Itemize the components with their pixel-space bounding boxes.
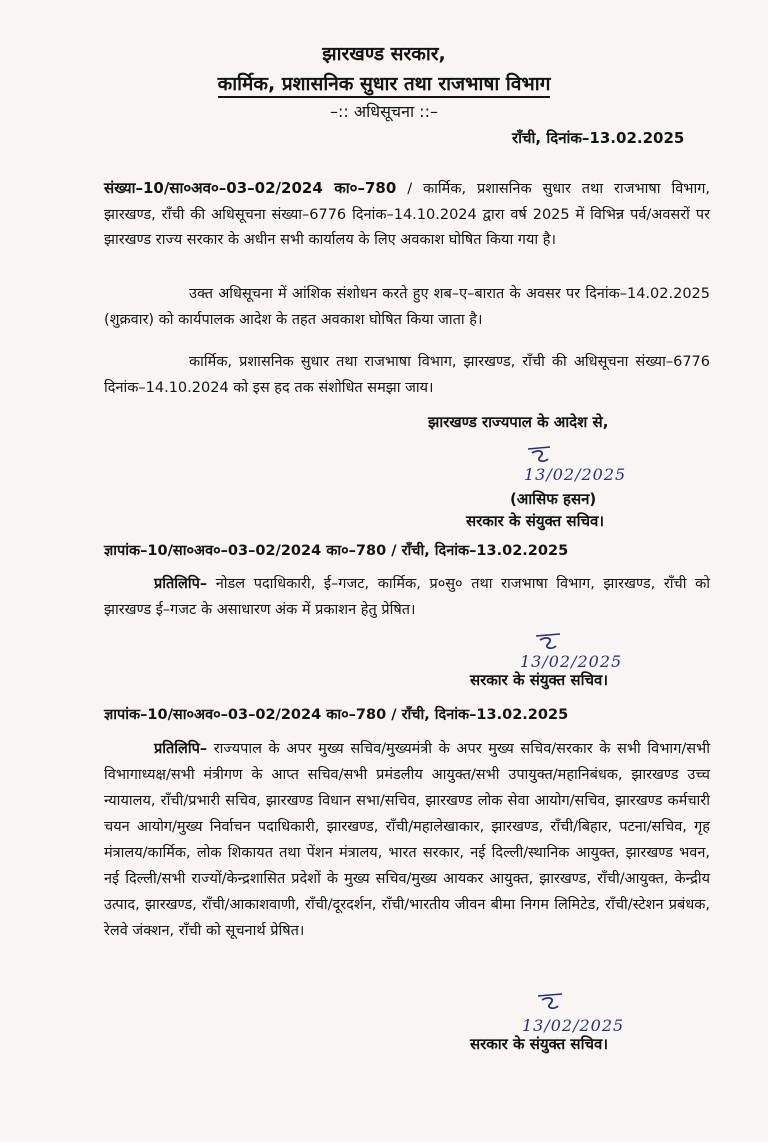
memo-reference-1: ज्ञापांक–10/सा०अव०–03–02/2024 का०–780 / राँची, दिनांक–13.02.2025 — [104, 543, 569, 559]
signatory-designation-1: सरकार के संयुक्त सचिव। — [466, 512, 605, 530]
copy-text-2: राज्यपाल के अपर मुख्य सचिव/मुख्यमंत्री के अपर मुख्य सचिव/सरकार के सभी विभाग/सभी विभागाध्यक्ष/सभी मंत्रीगण के आप्त सचिव/सभी प्रमंडलीय आयुक्त/सभी उपायुक्त/महानिबंधक, झारखण्ड उच्च न्यायालय, राँची/प्रभारी सचिव, झारखण्ड विधान सभा/सचिव, झारखण्ड लोक सेवा आयोग/सचिव, झारखण्ड कर्मचारी चयन आयोग/मुख्य निर्वाचन पदाधिकारी, झारखण्ड, राँची/महालेखाकार, झारखण्ड, राँची/बिहार, पटना/सचिव, गृह मंत्रालय/कार्मिक, लोक शिकायत तथा पेंशन मंत्रालय, भारत सरकार, नई दिल्ली/स्थानिक आयुक्त, झारखण्ड भवन, नई दिल्ली/सभी राज्यों/केन्द्रशासित प्रदेशों के मुख्य सचिव/मुख्य आयकर आयुक्त, झारखण्ड, राँची/आयुक्त, केन्द्रीय उत्पाद, झारखण्ड, राँची/आकाशवाणी, राँची/दूरदर्शन, राँची/भारतीय जीवन बीमा निगम लिमिटेड, राँची/स्टेशन प्रबंधक, रेलवे जंक्शन, राँची को सूचनार्थ प्रेषित। — [104, 741, 710, 939]
copy-to-1 — [104, 572, 710, 623]
copy-text-1: नोडल पदाधिकारी, ई–गजट, कार्मिक, प्र०सु० तथा राजभाषा विभाग, झारखण्ड, राँची को झारखण्ड ई–गजट के असाधारण अंक में प्रकाशन हेतु प्रेषित। — [104, 576, 710, 618]
paragraph-1-text: / कार्मिक, प्रशासनिक सुधार तथा राजभाषा विभाग, झारखण्ड, राँची की अधिसूचना संख्या–6776 दिनांक–14.10.2024 द्वारा वर्ष 2025 में विभिन्न पर्व/अवसरों पर झारखण्ड राज्य सरकार के अधीन सभी कार्यालय के लिए अवकाश घोषित किया गया है। — [104, 181, 710, 248]
place-date: राँची, दिनांक–13.02.2025 — [512, 129, 685, 147]
copy-label-1: प्रतिलिपि– — [154, 576, 208, 592]
government-title: झारखण्ड सरकार, — [322, 43, 446, 65]
memo-reference-2: ज्ञापांक–10/सा०अव०–03–02/2024 का०–780 / राँची, दिनांक–13.02.2025 — [104, 707, 569, 723]
signatory-name: (आसिफ हसन) — [510, 490, 597, 508]
signature-block-2 — [470, 630, 690, 700]
reference-number: संख्या–10/सा०अव०–03–02/2024 का०–780 — [104, 179, 397, 197]
copy-label-2: प्रतिलिपि– — [154, 741, 208, 757]
notification-heading: –:: अधिसूचना ::– — [330, 102, 438, 121]
signatory-designation-3: सरकार के संयुक्त सचिव। — [470, 1035, 609, 1053]
paragraph-1 — [104, 176, 710, 254]
handwritten-date-2: 13/02/2025 — [520, 652, 623, 671]
copy-to-2 — [104, 736, 710, 944]
paragraph-3: कार्मिक, प्रशासनिक सुधार तथा राजभाषा विभाग, झारखण्ड, राँची की अधिसूचना संख्या–6776 दिनांक–14.10.2024 को इस हद तक संशोधित समझा जाय। — [104, 354, 710, 396]
signatory-designation-2: सरकार के संयुक्त सचिव। — [470, 671, 609, 689]
signature-block-3 — [470, 990, 690, 1070]
signature-block-1 — [466, 445, 688, 535]
department-title — [0, 70, 768, 96]
department-title-text: कार्मिक, प्रशासनिक सुधार तथा राजभाषा विभाग — [218, 73, 551, 98]
paragraph-2: उक्त अधिसूचना में आंशिक संशोधन करते हुए शब–ए–बारात के अवसर पर दिनांक–14.02.2025 (शुक्रवार) को कार्यपालक आदेश के तहत अवकाश घोषित किया जाता है। — [104, 286, 710, 328]
governor-order-line: झारखण्ड राज्यपाल के आदेश से, — [428, 413, 609, 431]
handwritten-date-1: 13/02/2025 — [524, 465, 627, 484]
handwritten-date-3: 13/02/2025 — [522, 1016, 625, 1035]
